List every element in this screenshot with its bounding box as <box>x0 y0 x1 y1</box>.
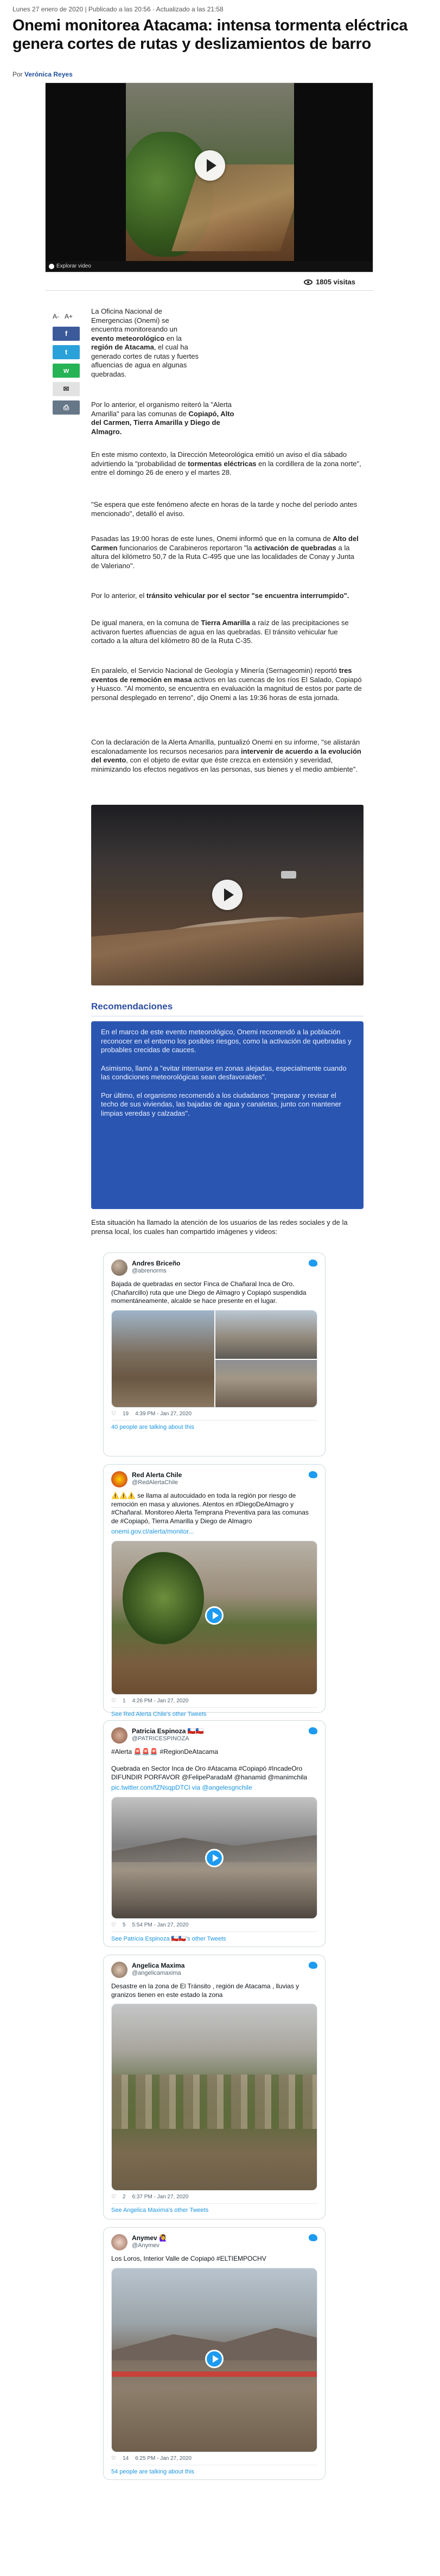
tweet-text: ⚠️⚠️⚠️ se llama al autocuidado en toda la región por riesgo de remoción en masa y aluviones. Atentos en #DiegoDeAlmagro y #Chañaral. Monitoreo Alerta Temprana Preventiva para las comunas de #Copiapó, Tierra Amarilla y Diego de Almagro <box>111 1492 309 1525</box>
tweet-media[interactable] <box>111 1310 317 1408</box>
tweet-author[interactable] <box>132 1727 204 1742</box>
view-count-text: 1805 visitas <box>316 278 356 286</box>
tweet-time[interactable]: 5:54 PM - Jan 27, 2020 <box>132 1922 189 1928</box>
tweet-header <box>111 1260 317 1278</box>
byline-prefix: Por <box>12 71 25 78</box>
p1-bold-2: región de Atacama <box>91 343 154 351</box>
video-road <box>91 904 364 985</box>
facebook-icon: f <box>65 329 68 338</box>
paragraph-7 <box>91 619 362 646</box>
tweet-header <box>111 1471 317 1490</box>
heart-icon[interactable]: ♡ <box>111 2455 116 2461</box>
avatar[interactable] <box>111 1260 127 1276</box>
tweet-divider <box>111 1707 317 1708</box>
tweet-author-name: Red Alerta Chile <box>132 1471 182 1479</box>
recommendation-2: Asimismo, llamó a "evitar internarse en zonas alejadas, especialmente cuando las condiciones meteorológicas sean desfavorables". <box>101 1064 347 1081</box>
tweet-photo <box>214 1359 317 1407</box>
video-vehicle <box>281 871 296 879</box>
tweet-likes: 2 <box>122 2194 126 2200</box>
author-link[interactable]: Verónica Reyes <box>24 71 73 78</box>
email-share-button[interactable] <box>53 382 80 396</box>
p8-bold: tres eventos de remoción en masa <box>91 666 352 684</box>
tweet-photo <box>112 1311 214 1407</box>
twitter-bird-icon <box>309 1260 317 1267</box>
tweet-footer <box>111 2194 317 2200</box>
tweet-footer <box>111 1698 317 1704</box>
video-caption-text: Explorar video <box>56 263 91 269</box>
tweet-author-name: Angelica Maxima <box>132 1962 185 1969</box>
tweet-likes: 1 <box>122 1697 126 1704</box>
tweet-video-palm <box>123 1552 204 1644</box>
tweet-text: #Alerta 🚨🚨🚨 #RegionDeAtacama Quebrada en Sector Inca de Oro #Atacama #Copiapó #IncadeOro DIFUNDIR PORFAVOR @FelipeParadaM @hanamid @manimchila <box>111 1748 308 1781</box>
heart-icon[interactable]: ♡ <box>111 1697 116 1704</box>
paragraph-6 <box>91 591 362 601</box>
p7-bold: Tierra Amarilla <box>201 619 250 627</box>
recommendations-box <box>91 1021 364 1209</box>
tweet-author[interactable] <box>132 2234 167 2249</box>
print-icon: ⎙ <box>63 403 69 411</box>
p5-bold-2: activación de quebradas <box>254 543 336 552</box>
p3-text-c: en la cordillera de la zona norte", entre el domingo 26 de enero y el martes 28. <box>91 459 361 476</box>
tweet-more-link[interactable]: See Angelica Maxima's other Tweets <box>111 2207 209 2214</box>
p5-text-a: Pasadas las 19:00 horas de este lunes, Onemi informó que en la comuna de <box>91 535 333 543</box>
tweet-more-link[interactable]: 40 people are talking about this <box>111 1423 194 1430</box>
embedded-video-player[interactable] <box>91 805 364 985</box>
p9-text-c: , con el objeto de evitar que éste crezca en extensión y severidad, minimizando los efectos negativos en las personas, sus bienes y el medio ambiente". <box>91 756 358 773</box>
tweet-header <box>111 1727 317 1746</box>
embedded-tweet[interactable] <box>103 1955 326 2219</box>
tweet-author[interactable] <box>132 1260 180 1275</box>
recommendation-1: En el marco de este evento meteorológico, Onemi recomendó a la población reconocer en el entorno los posibles riesgos, como la activación de quebradas y probables crecidas de cauces. <box>101 1028 352 1054</box>
play-icon[interactable] <box>205 2350 224 2368</box>
embedded-tweet[interactable] <box>103 1252 326 1456</box>
avatar[interactable] <box>111 1727 127 1744</box>
tweet-footer <box>111 2456 317 2461</box>
avatar[interactable] <box>111 1962 127 1978</box>
p2-bold: Copiapó, Alto del Carmen, Tierra Amarilla y Diego de Almagro. <box>91 409 234 436</box>
recommendations-title: Recomendaciones <box>91 1001 173 1012</box>
p1-text-d: , el cual ha generado cortes de rutas y fuertes afluencias de agua en algunas quebradas. <box>91 343 199 378</box>
p3-bold: tormentas eléctricas <box>188 459 257 468</box>
p1-bold-1: evento meteorológico <box>91 334 165 342</box>
heart-icon[interactable]: ♡ <box>111 2194 116 2200</box>
tweet-header <box>111 1962 317 1980</box>
twitter-bird-icon <box>309 1962 317 1969</box>
twitter-bird-icon <box>309 2234 317 2241</box>
paragraph-1 <box>91 307 200 379</box>
tweet-time[interactable]: 4:26 PM - Jan 27, 2020 <box>132 1697 189 1704</box>
tweet-divider <box>111 1931 317 1932</box>
tweet-author-handle: @PATRICESPINOZA <box>132 1735 189 1742</box>
tweet-author-name: Anymev 🙋‍♀️ <box>132 2234 167 2242</box>
tweet-text: Bajada de quebradas en sector Finca de Chañaral Inca de Oro. (Chañarcillo) ruta que une Diego de Almagro y Copiapó suspendida momentáneamente, alcalde se hace presente en el lugar. <box>111 1280 307 1305</box>
avatar[interactable] <box>111 1471 127 1487</box>
paragraph-4: "Se espera que este fenómeno afecte en horas de la tarde y noche del período antes mencionado", detalló el aviso. <box>91 500 358 518</box>
tweet-more-link[interactable]: See Red Alerta Chile's other Tweets <box>111 1710 207 1718</box>
dateline: Lunes 27 enero de 2020 | Publicado a las 20:56 · Actualizado a las 21:58 <box>12 5 224 13</box>
tweet-text: Los Loros, Interior Valle de Copiapó #ELTIEMPOCHV <box>111 2255 266 2262</box>
tweet-more-link[interactable]: 54 people are talking about this <box>111 2468 194 2475</box>
tweet-likes: 19 <box>122 1410 129 1417</box>
p7-text-c: a raíz de las precipitaciones se activaron fuertes afluencias de agua en las quebradas. El tránsito vehicular fue cortado a la altura del kilómetro 80 de la Ruta C-35. <box>91 619 349 645</box>
p9-bold: intervenir de acuerdo a la evolución del evento <box>91 747 361 764</box>
whatsapp-icon: w <box>63 366 69 374</box>
whatsapp-share-button[interactable] <box>53 364 80 378</box>
tweet-author-handle: @angelicamaxima <box>132 1970 181 1976</box>
tweet-time[interactable]: 6:25 PM - Jan 27, 2020 <box>135 2455 192 2461</box>
p2-text-a: Por lo anterior, el organismo reiteró la "Alerta Amarilla" para las comunas de <box>91 400 232 418</box>
twitter-share-button[interactable] <box>53 345 80 359</box>
paragraph-2 <box>91 400 243 436</box>
tweet-author-name: Patricia Espinoza 🇨🇱🇨🇱 <box>132 1727 204 1735</box>
tweet-author-handle: @abrenorms <box>132 1268 167 1274</box>
embedded-tweet[interactable] <box>103 2227 326 2480</box>
p8-text-a: En paralelo, el Servicio Nacional de Geología y Minería (Sernageomin) reportó <box>91 666 339 675</box>
p5-text-c: funcionarios de Carabineros reportaron "la <box>117 543 254 552</box>
p7-text-a: De igual manera, en la comuna de <box>91 619 201 627</box>
tweet-time[interactable]: 4:39 PM - Jan 27, 2020 <box>135 1410 192 1417</box>
twitter-bird-icon <box>309 1727 317 1734</box>
tweet-media[interactable] <box>111 2003 317 2191</box>
font-decrease-button[interactable]: A- <box>53 313 59 320</box>
video-logo-icon <box>49 264 54 269</box>
p1-text-c: en la <box>164 334 182 342</box>
play-icon[interactable] <box>205 1606 224 1625</box>
byline <box>12 71 73 78</box>
p5-text-d: a la altura del kilómetro 50,7 de la Ruta C-495 que une las localidades de Conay y Junta de Valeriano". <box>91 543 354 570</box>
tweet-more-link[interactable]: See Patricia Espinoza 🇨🇱🇨🇱's other Tweets <box>111 1935 226 1942</box>
font-increase-button[interactable]: A+ <box>65 313 73 320</box>
p3-text-a: En este mismo contexto, la Dirección Meteorológica emitió un aviso el día sábado advirtiendo la "probabilidad de <box>91 450 347 468</box>
tweet-media[interactable] <box>111 1541 317 1695</box>
p1-text-a: La Oficina Nacional de Emergencias (Onemi) se encuentra monitoreando un <box>91 307 178 333</box>
tweet-footer <box>111 1922 317 1928</box>
p6-bold: tránsito vehicular por el sector "se encuentra interrumpido". <box>146 591 349 600</box>
tweet-link-text: onemi.gov.cl/alerta/monitor... <box>111 1528 194 1535</box>
tweet-media[interactable] <box>111 2268 317 2452</box>
tweet-media[interactable] <box>111 1797 317 1919</box>
play-icon[interactable] <box>195 150 225 181</box>
heart-icon[interactable]: ♡ <box>111 1922 116 1928</box>
tweet-author-handle: @Anymev <box>132 2242 160 2249</box>
paragraph-5 <box>91 535 362 570</box>
tweet-likes: 14 <box>122 2455 129 2461</box>
p9-text-a: Con la declaración de la Alerta Amarilla, puntualizó Onemi en su informe, "se alistarán escalonadamente los recursos necesarios para <box>91 738 360 755</box>
twitter-bird-icon <box>309 1471 317 1478</box>
tweet-header <box>111 2234 317 2253</box>
heart-icon[interactable]: ♡ <box>111 1410 116 1417</box>
tweet-link-text: pic.twitter.com/fZNsqpDTCl via @angelesgnchile <box>111 1784 252 1791</box>
tweet-author-handle: @RedAlertaChile <box>132 1479 178 1486</box>
paragraph-9 <box>91 738 362 774</box>
view-count <box>304 278 355 286</box>
tweet-text: Desastre en la zona de El Tránsito , región de Atacama , lluvias y granizos tienen en este estado la zona <box>111 1982 299 1999</box>
facebook-share-button[interactable] <box>53 327 80 341</box>
play-icon[interactable] <box>212 880 243 910</box>
top-video-player[interactable] <box>45 82 373 272</box>
eye-icon <box>304 279 313 285</box>
tweet-author-name: Andres Briceño <box>132 1260 181 1267</box>
recommendation-3: Por último, el organismo recomendó a los ciudadanos "preparar y revisar el techo de sus viviendas, las bajadas de agua y canaletas, junto con mantener limpias veredas y calzadas". <box>101 1091 342 1117</box>
tweet-time[interactable]: 6:37 PM - Jan 27, 2020 <box>132 2194 189 2200</box>
paragraph-3 <box>91 450 362 478</box>
tweet-link[interactable] <box>111 1784 317 1792</box>
tweet-author[interactable] <box>132 1471 182 1486</box>
embedded-tweet[interactable] <box>103 1720 326 1947</box>
email-icon: ✉ <box>63 385 69 393</box>
p8-text-c: activos en las cuencas de los ríos El Salado, Copiapó y Huasco. "Al momento, se encuentra en evaluación la magnitud de estos por parte de personal desplegado en terreno", dijo Onemi a las 19:36 horas de esta jornada. <box>91 675 362 702</box>
divider <box>45 290 373 291</box>
tweet-divider <box>111 1420 317 1421</box>
paragraph-10: Esta situación ha llamado la atención de los usuarios de las redes sociales y de la prensa local, los cuales han compartido imágenes y videos: <box>91 1218 348 1236</box>
font-size-controls <box>53 310 80 322</box>
print-button[interactable] <box>53 400 80 415</box>
video-caption-bar <box>46 261 373 272</box>
article-title: Onemi monitorea Atacama: intensa tormenta eléctrica genera cortes de rutas y deslizamientos de barro <box>12 17 408 53</box>
twitter-icon: t <box>65 348 68 356</box>
p6-text-a: Por lo anterior, el <box>91 591 146 600</box>
tweet-divider <box>111 2203 317 2204</box>
tweet-photo-houses <box>112 2075 317 2129</box>
share-toolbar <box>53 310 80 415</box>
paragraph-8 <box>91 666 362 702</box>
tweet-link[interactable] <box>111 1528 317 1536</box>
tweet-likes: 5 <box>122 1922 126 1928</box>
p5-bold-1: Alto del Carmen <box>91 535 359 552</box>
tweet-author[interactable] <box>132 1962 184 1977</box>
tweet-photo <box>214 1311 317 1359</box>
tweet-video-fence <box>112 2371 317 2377</box>
tweet-footer <box>111 1411 317 1417</box>
embedded-tweet[interactable] <box>103 1464 326 1718</box>
avatar[interactable] <box>111 2234 127 2250</box>
play-icon[interactable] <box>205 1849 224 1867</box>
